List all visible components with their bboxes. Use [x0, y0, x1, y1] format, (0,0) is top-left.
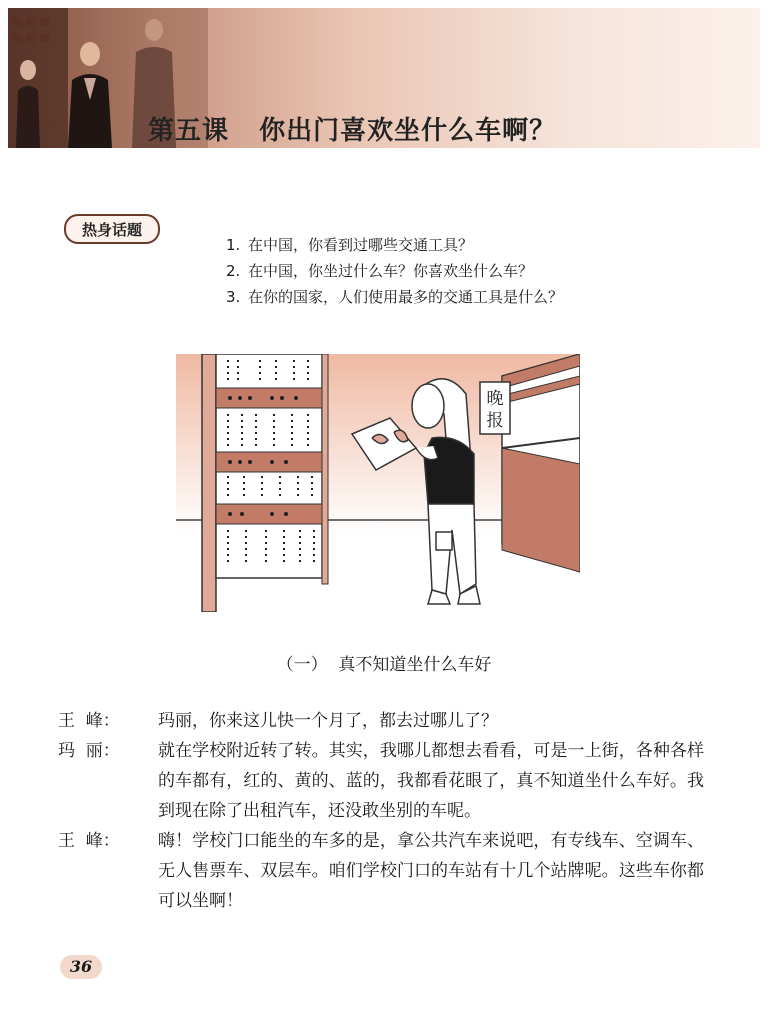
warmup-questions: [226, 232, 563, 310]
question-text: 在你的国家，人们使用最多的交通工具是什么？: [248, 288, 564, 306]
speech-text: 就在学校附近转了转。其实，我哪儿都想去看看，可是一上街，各种各样的车都有，红的、黄的、蓝的，我都看花眼了，真不知道坐什么车好。我到现在除了出租汽车，还没敢坐别的车呢。: [158, 741, 704, 821]
lesson-title: 第五课 你出门喜欢坐什么车啊？: [148, 116, 557, 146]
speaker-name: 玛 丽：: [58, 741, 120, 761]
kiosk-sign-char: 报: [486, 411, 504, 431]
page-number: 36: [60, 955, 102, 979]
dialogue-line: [58, 826, 704, 916]
dialogue-line: [58, 736, 704, 826]
speech-text: 嗨！学校门口能坐的车多的是，拿公共汽车来说吧，有专线车、空调车、无人售票车、双层车。咱们学校门口的车站有十几个站牌呢。这些车你都可以坐啊！: [158, 831, 704, 911]
question-number: 3.: [226, 288, 241, 306]
speech-text: 玛丽，你来这儿快一个月了，都去过哪儿了？: [158, 711, 498, 731]
question-item: [226, 258, 563, 284]
question-text: 在中国，你看到过哪些交通工具？: [248, 236, 474, 254]
warmup-badge: 热身话题: [64, 214, 160, 244]
dialogue-line: [58, 706, 704, 736]
illustration-bus-stop: [176, 354, 580, 612]
bus-stop-board: [202, 354, 328, 612]
dialogue: [58, 706, 704, 916]
question-number: 1.: [226, 236, 241, 254]
question-number: 2.: [226, 262, 241, 280]
question-text: 在中国，你坐过什么车？你喜欢坐什么车？: [248, 262, 534, 280]
section-title: （一） 真不知道坐什么车好: [276, 655, 492, 675]
question-item: [226, 284, 563, 310]
header-banner: [8, 8, 760, 148]
question-item: [226, 232, 563, 258]
speaker-name: 王 峰：: [58, 711, 120, 731]
speaker-name: 王 峰：: [58, 831, 120, 851]
kiosk-sign-char: 晚: [486, 389, 504, 409]
